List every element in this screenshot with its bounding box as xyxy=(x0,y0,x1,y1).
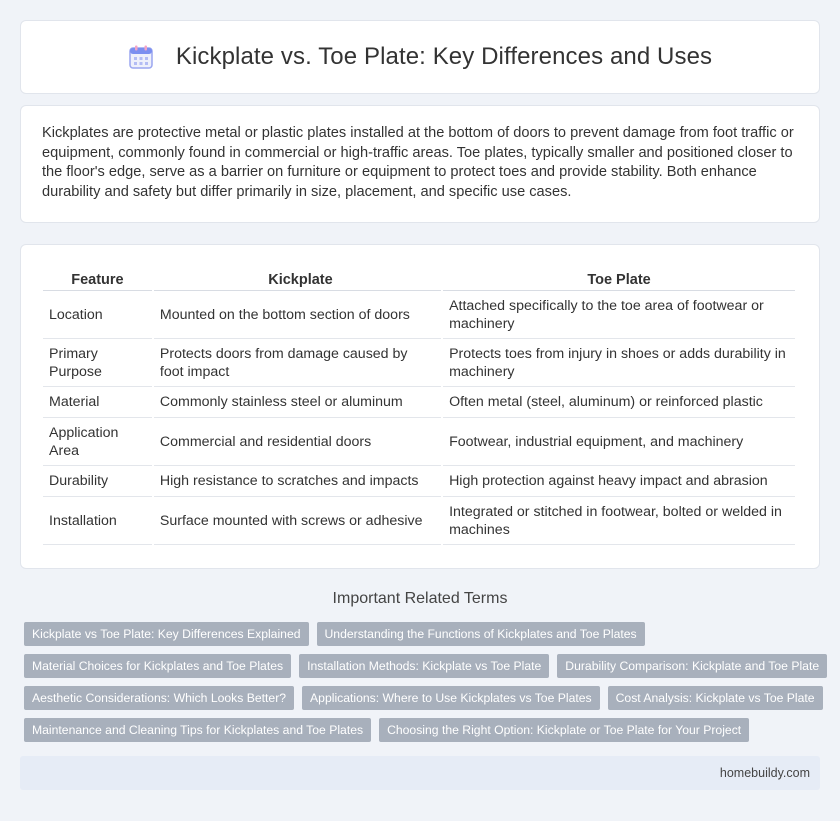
table-cell: Primary Purpose xyxy=(43,339,152,387)
tag-row xyxy=(24,718,824,742)
table-row xyxy=(43,418,795,466)
table-cell: Commercial and residential doors xyxy=(154,418,441,466)
table-row xyxy=(43,387,795,418)
table-cell: Protects toes from injury in shoes or adds durability in machinery xyxy=(443,339,795,387)
header-toe-plate: Toe Plate xyxy=(443,263,795,291)
table-row xyxy=(43,497,795,545)
related-term-tag[interactable]: Durability Comparison: Kickplate and Toe Plate xyxy=(557,654,827,678)
table-cell: Protects doors from damage caused by foot impact xyxy=(154,339,441,387)
tag-row xyxy=(24,622,824,646)
table-row xyxy=(43,339,795,387)
table-cell: Application Area xyxy=(43,418,152,466)
table-cell: High protection against heavy impact and abrasion xyxy=(443,466,795,497)
table-cell: Installation xyxy=(43,497,152,545)
page-title: Kickplate vs. Toe Plate: Key Differences and Uses xyxy=(175,43,713,70)
related-terms-title: Important Related Terms xyxy=(332,590,508,607)
comparison-table xyxy=(41,263,797,545)
related-terms-tags xyxy=(24,622,824,750)
footer-site-link[interactable]: homebuildy.com xyxy=(719,766,810,780)
table-cell: Surface mounted with screws or adhesive xyxy=(154,497,441,545)
table-cell: Mounted on the bottom section of doors xyxy=(154,291,441,339)
title-card xyxy=(20,20,820,94)
tag-row xyxy=(24,686,824,710)
related-term-tag[interactable]: Applications: Where to Use Kickplates vs Toe Plates xyxy=(302,686,600,710)
header-feature: Feature xyxy=(43,263,152,291)
table-row xyxy=(43,466,795,497)
related-term-tag[interactable]: Kickplate vs Toe Plate: Key Differences Explained xyxy=(24,622,309,646)
table-cell: Footwear, industrial equipment, and machinery xyxy=(443,418,795,466)
calendar-icon xyxy=(128,44,154,70)
table-cell: Location xyxy=(43,291,152,339)
related-term-tag[interactable]: Installation Methods: Kickplate vs Toe Plate xyxy=(299,654,549,678)
header-kickplate: Kickplate xyxy=(154,263,441,291)
table-cell: Material xyxy=(43,387,152,418)
related-term-tag[interactable]: Material Choices for Kickplates and Toe Plates xyxy=(24,654,291,678)
intro-text: Kickplates are protective metal or plastic plates installed at the bottom of doors to prevent damage from foot traffic or equipment, commonly found in commercial or high-traffic areas. Toe plates, typically smaller and positioned closer to the floor's edge, serve as a barrier on furniture or equipment to protect toes and provide stability. Both enhance durability and safety but differ primarily in size, placement, and specific use cases. xyxy=(42,125,794,200)
related-term-tag[interactable]: Choosing the Right Option: Kickplate or Toe Plate for Your Project xyxy=(379,718,749,742)
table-cell: Integrated or stitched in footwear, bolted or welded in machines xyxy=(443,497,795,545)
table-row xyxy=(43,291,795,339)
intro-card xyxy=(20,105,820,223)
related-term-tag[interactable]: Cost Analysis: Kickplate vs Toe Plate xyxy=(608,686,823,710)
table-cell: High resistance to scratches and impacts xyxy=(154,466,441,497)
comparison-table-card xyxy=(20,244,820,569)
table-cell: Durability xyxy=(43,466,152,497)
table-cell: Attached specifically to the toe area of footwear or machinery xyxy=(443,291,795,339)
footer xyxy=(20,756,820,790)
tag-row xyxy=(24,654,824,678)
related-term-tag[interactable]: Understanding the Functions of Kickplates and Toe Plates xyxy=(317,622,645,646)
related-term-tag[interactable]: Maintenance and Cleaning Tips for Kickplates and Toe Plates xyxy=(24,718,371,742)
table-cell: Commonly stainless steel or aluminum xyxy=(154,387,441,418)
table-cell: Often metal (steel, aluminum) or reinforced plastic xyxy=(443,387,795,418)
related-term-tag[interactable]: Aesthetic Considerations: Which Looks Better? xyxy=(24,686,294,710)
